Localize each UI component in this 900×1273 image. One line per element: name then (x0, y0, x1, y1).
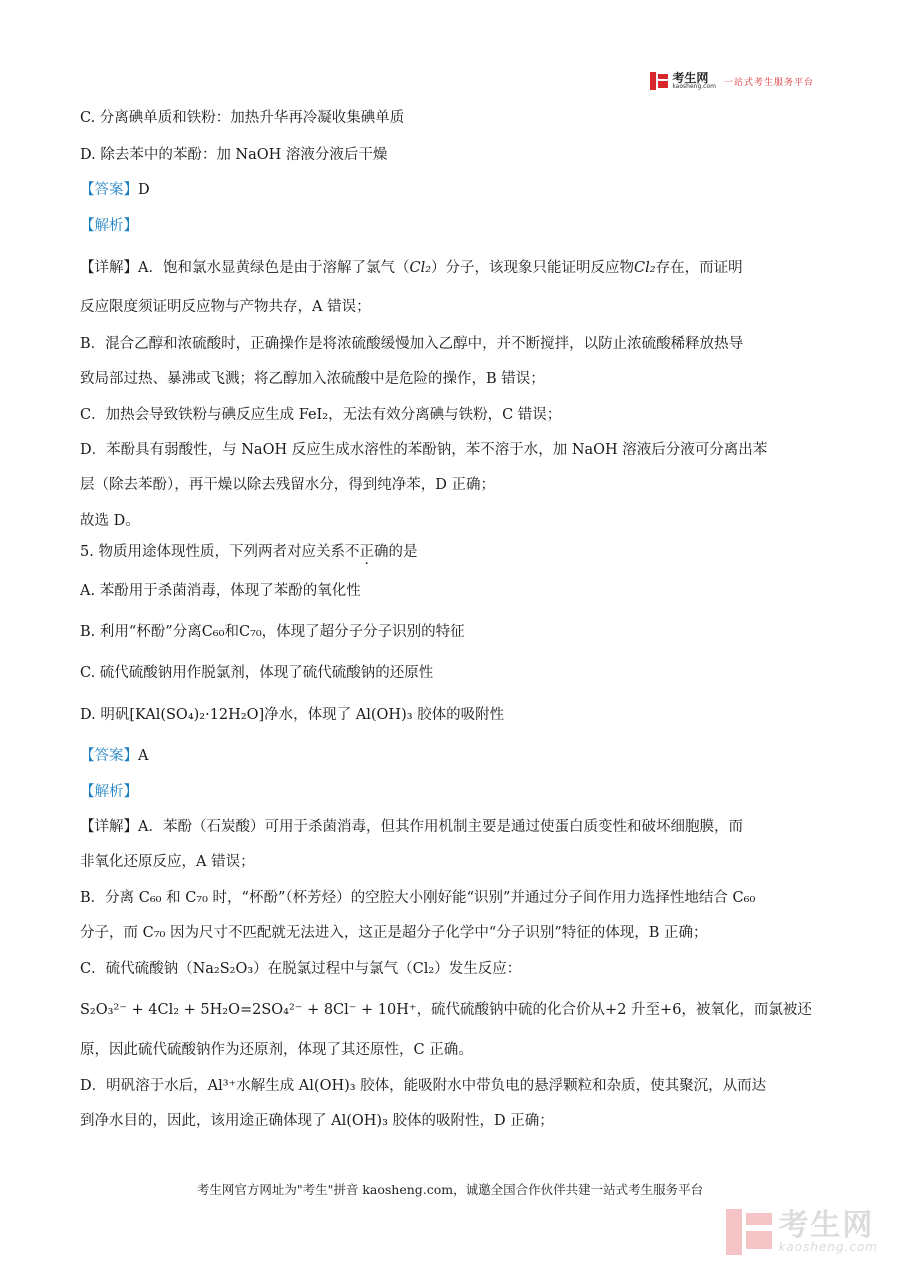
detail-b-line-1: B．混合乙醇和浓硫酸时，正确操作是将浓硫酸缓慢加入乙醇中，并不断搅拌，以防止浓硫酸稀释放热导 (80, 336, 744, 352)
detail-d-line-1: D．苯酚具有弱酸性，与 NaOH 反应生成水溶性的苯酚钠，苯不溶于水，加 NaOH 溶液后分液可分离出苯 (80, 442, 768, 458)
option-d: D. 明矾[KAl(SO₄)₂·12H₂O]净水，体现了 Al(OH)₃ 胶体的吸附性 (80, 707, 505, 723)
kaosheng-logo-icon (650, 72, 668, 90)
answer-value: A (138, 748, 149, 764)
detail2-c-line-3: 原，因此硫代硫酸钠作为还原剂，体现了其还原性，C 正确。 (80, 1042, 473, 1058)
detail2-b-line-2: 分子，而 C₇₀ 因为尺寸不匹配就无法进入，这正是超分子化学中“分子识别”特征的体现，B 正确； (80, 925, 708, 941)
detail2-d-line-2: 到净水目的，因此，该用途正确体现了 Al(OH)₃ 胶体的吸附性，D 正确； (80, 1113, 554, 1129)
detail2-a-line-1: 【详解】A．苯酚（石炭酸）可用于杀菌消毒，但其作用机制主要是通过使蛋白质变性和破坏细胞膜，而 (80, 819, 743, 835)
detail2-c-line-1: C．硫代硫酸钠（Na₂S₂O₃）在脱氯过程中与氯气（Cl₂）发生反应： (80, 961, 522, 977)
detail-b-line-2: 致局部过热、暴沸或飞溅；将乙醇加入浓硫酸中是危险的操作，B 错误； (80, 371, 545, 387)
analysis-tag-1: 【解析】 (80, 218, 138, 234)
formula-c60: C₆₀ (201, 624, 225, 640)
header-logo (650, 72, 814, 90)
answer-value: D (138, 182, 150, 198)
detail-a-line-1: 【详解】A．饱和氯水显黄绿色是由于溶解了氯气（Cl₂）分子，该现象只能证明反应物Cl₂存在，而证明 (80, 260, 743, 276)
option-c-prev: C. 分离碘单质和铁粉：加热升华再冷凝收集碘单质 (80, 110, 405, 126)
emphasis-not-correct: 不正确 (344, 544, 389, 560)
header-slogan: 一站式考生服务平台 (723, 77, 814, 88)
watermark-name: 考生网 (778, 1208, 875, 1243)
detail2-c-equation-line: S₂O₃²⁻ + 4Cl₂ + 5H₂O=2SO₄²⁻ + 8Cl⁻ + 10H⁺，硫代硫酸钠中硫的化合价从+2 升至+6，被氧化，而氯被还 (80, 1002, 812, 1018)
analysis-tag-2: 【解析】 (80, 784, 138, 800)
question-5-stem: 5. 物质用途体现性质，下列两者对应关系不正确的是 (80, 544, 418, 560)
answer-tag: 【答案】 (80, 182, 138, 198)
detail2-a-line-2: 非氧化还原反应，A 错误； (80, 854, 255, 870)
conclusion-line: 故选 D。 (80, 513, 140, 529)
option-a: A. 苯酚用于杀菌消毒，体现了苯酚的氧化性 (80, 583, 361, 599)
formula-alum: KAl(SO₄)₂·12H₂O (134, 707, 259, 723)
page-footer: 考生网官方网址为"考生"拼音 kaosheng.com，诚邀全国合作伙伴共建一站式考生服务平台 (196, 1182, 704, 1197)
answer-tag: 【答案】 (80, 748, 138, 764)
watermark-domain: kaosheng.com (778, 1240, 878, 1254)
formula-cl2: Cl₂ (634, 260, 656, 276)
formula-equation: S₂O₃²⁻ + 4Cl₂ + 5H₂O=2SO₄²⁻ + 8Cl⁻ + 10H⁺ (80, 1002, 417, 1018)
detail-c-line: C．加热会导致铁粉与碘反应生成 FeI₂，无法有效分离碘与铁粉，C 错误； (80, 407, 562, 423)
logo-name: 考生网 (672, 71, 709, 85)
option-c: C. 硫代硫酸钠用作脱氯剂，体现了硫代硫酸钠的还原性 (80, 665, 434, 681)
detail-a-line-2: 反应限度须证明反应物与产物共存，A 错误； (80, 299, 371, 315)
formula-c70: C₇₀ (238, 624, 262, 640)
option-b: B. 利用“杯酚”分离C₆₀和C₇₀，体现了超分子分子识别的特征 (80, 624, 465, 640)
detail2-b-line-1: B．分离 C₆₀ 和 C₇₀ 时，“杯酚”（杯芳烃）的空腔大小刚好能“识别”并通过分子间作用力选择性地结合 C₆₀ (80, 890, 756, 906)
detail2-d-line-1: D．明矾溶于水后，Al³⁺水解生成 Al(OH)₃ 胶体，能吸附水中带负电的悬浮颗粒和杂质，使其聚沉，从而达 (80, 1078, 767, 1094)
logo-domain: kaosheng.com (672, 83, 716, 90)
answer-line-2 (80, 746, 148, 766)
option-d-prev: D. 除去苯中的苯酚：加 NaOH 溶液分液后干燥 (80, 147, 388, 163)
kaosheng-watermark-icon (726, 1209, 772, 1255)
formula-cl2: Cl₂ (409, 260, 432, 276)
answer-line-1 (80, 180, 150, 200)
watermark (726, 1209, 878, 1255)
detail-d-line-2: 层（除去苯酚），再干燥以除去残留水分，得到纯净苯，D 正确； (80, 477, 495, 493)
